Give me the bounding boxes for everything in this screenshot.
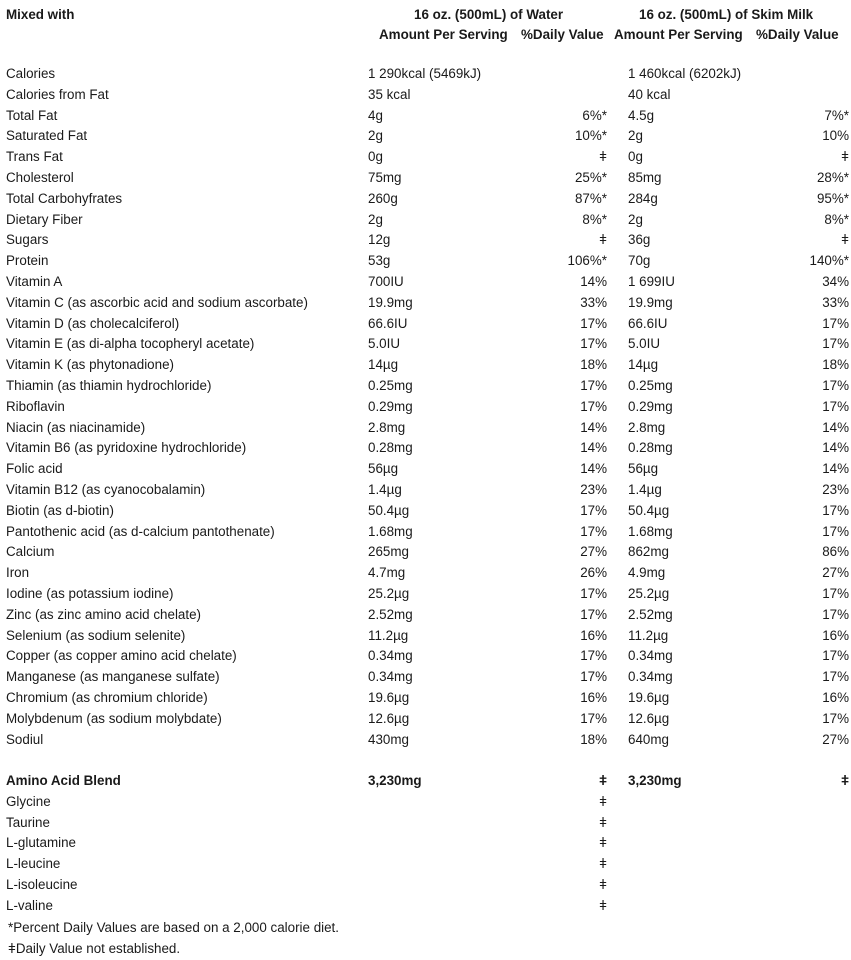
water-daily-value: 27% [580, 544, 607, 560]
water-amount: 4.7mg [368, 565, 406, 581]
water-amount: 53g [368, 253, 391, 269]
amino-acid-blend-title: Amino Acid Blend [6, 773, 121, 789]
milk-amount: 2.8mg [628, 419, 666, 435]
table-row [0, 646, 851, 667]
nutrient-name: Vitamin K (as phytonadione) [6, 357, 174, 373]
water-amount: 1.68mg [368, 523, 413, 539]
water-daily-value: 17% [580, 398, 607, 414]
water-daily-value: 87%* [574, 190, 607, 206]
milk-amount: 19.6µg [628, 689, 670, 705]
water-amount: 14µg [368, 357, 399, 373]
milk-amount: 0g [628, 149, 643, 165]
nutrient-name: Trans Fat [6, 149, 63, 165]
table-row [0, 459, 851, 480]
table-row [0, 272, 851, 293]
milk-daily-value: 14% [822, 419, 849, 435]
table-row [0, 418, 851, 439]
milk-amount: 0.34mg [628, 669, 673, 685]
milk-amount: 5.0IU [628, 336, 661, 352]
amino-water-amount: 3,230mg [368, 773, 422, 789]
milk-daily-value: 16% [822, 627, 849, 643]
milk-amount: 640mg [628, 731, 669, 747]
milk-daily-value: 17% [822, 585, 849, 601]
amino-acid-row [0, 833, 851, 854]
nutrient-name: Chromium (as chromium chloride) [6, 689, 208, 705]
water-daily-value: 25%* [574, 169, 607, 185]
milk-amount: 4.9mg [628, 565, 666, 581]
table-row [0, 334, 851, 355]
milk-daily-value: 23% [822, 481, 849, 497]
milk-amount: 0.28mg [628, 440, 673, 456]
amino-acid-name: L-valine [6, 897, 53, 913]
milk-amount: 70g [628, 253, 651, 269]
water-amount: 50.4µg [368, 502, 410, 518]
table-row [0, 355, 851, 376]
milk-daily-value: 10% [822, 128, 849, 144]
milk-amount-per-serving-header: Amount Per Serving [614, 27, 743, 42]
table-row [0, 709, 851, 730]
water-daily-value: 18% [580, 357, 607, 373]
water-amount: 430mg [368, 731, 409, 747]
water-daily-value: 17% [580, 648, 607, 664]
water-amount: 4g [368, 107, 383, 123]
milk-daily-value: 17% [822, 648, 849, 664]
water-daily-value: 17% [580, 502, 607, 518]
amino-acid-daily-value: ǂ [599, 897, 607, 913]
nutrient-name: Total Fat [6, 107, 58, 123]
amino-acid-row [0, 813, 851, 834]
nutrient-name: Calories from Fat [6, 86, 109, 102]
milk-amount: 12.6µg [628, 710, 670, 726]
water-amount: 5.0IU [368, 336, 401, 352]
milk-amount: 66.6IU [628, 315, 668, 331]
water-amount: 2.52mg [368, 606, 413, 622]
table-row [0, 314, 851, 335]
table-row [0, 293, 851, 314]
nutrient-name: Molybdenum (as sodium molybdate) [6, 710, 222, 726]
water-daily-value: 106%* [567, 253, 607, 269]
milk-amount: 862mg [628, 544, 669, 560]
milk-amount: 1 460kcal (6202kJ) [628, 66, 742, 81]
water-daily-value: ǂ [599, 232, 607, 248]
water-daily-value: 17% [580, 606, 607, 622]
milk-amount: 2g [628, 128, 643, 144]
nutrient-name: Riboflavin [6, 398, 65, 414]
table-row [0, 397, 851, 418]
table-row [0, 626, 851, 647]
nutrient-name: Vitamin B6 (as pyridoxine hydrochloride) [6, 440, 247, 456]
water-daily-value: 17% [580, 669, 607, 685]
amino-acid-daily-value: ǂ [599, 877, 607, 893]
water-daily-value: 16% [580, 627, 607, 643]
milk-daily-value: 17% [822, 606, 849, 622]
amino-acid-daily-value: ǂ [599, 835, 607, 851]
nutrient-name: Sodiul [6, 731, 44, 747]
amino-acid-name: L-glutamine [6, 835, 76, 851]
table-row [0, 584, 851, 605]
water-amount: 1 290kcal (5469kJ) [368, 66, 482, 81]
nutrient-name: Thiamin (as thiamin hydrochloride) [6, 377, 212, 393]
amino-acid-daily-value: ǂ [599, 793, 607, 809]
nutrient-name: Iron [6, 565, 30, 581]
milk-daily-value: 17% [822, 502, 849, 518]
milk-amount: 14µg [628, 357, 659, 373]
water-amount: 12g [368, 232, 391, 248]
table-row [0, 251, 851, 272]
water-amount: 66.6IU [368, 315, 408, 331]
water-amount: 1.4µg [368, 481, 402, 497]
water-column-title: 16 oz. (500mL) of Water [414, 7, 564, 22]
amino-acid-name: L-isoleucine [6, 877, 78, 893]
nutrient-name: Vitamin A [6, 273, 63, 289]
water-daily-value: ǂ [599, 149, 607, 165]
milk-daily-value: 14% [822, 440, 849, 456]
milk-daily-value: 27% [822, 731, 849, 747]
amino-milk-daily-value: ǂ [841, 773, 849, 789]
water-amount: 700IU [368, 273, 404, 289]
milk-daily-value: 18% [822, 357, 849, 373]
milk-amount: 1 699IU [628, 273, 675, 289]
table-row [0, 688, 851, 709]
milk-column-title: 16 oz. (500mL) of Skim Milk [639, 7, 814, 22]
milk-daily-value: 7%* [824, 107, 849, 123]
table-row [0, 376, 851, 397]
water-daily-value: 23% [580, 481, 607, 497]
milk-daily-value: 140%* [809, 253, 849, 269]
milk-daily-value: ǂ [841, 232, 849, 248]
amino-acid-daily-value: ǂ [599, 856, 607, 872]
table-row [0, 147, 851, 168]
table-row [0, 126, 851, 147]
milk-amount: 25.2µg [628, 585, 670, 601]
table-row [0, 605, 851, 626]
milk-amount: 85mg [628, 169, 662, 185]
water-daily-value: 14% [580, 440, 607, 456]
water-amount: 0.29mg [368, 398, 413, 414]
nutrient-name: Sugars [6, 232, 49, 248]
table-row [0, 480, 851, 501]
amino-acid-name: L-leucine [6, 856, 61, 872]
mixed-with-label: Mixed with [6, 7, 75, 22]
water-daily-value: 17% [580, 523, 607, 539]
milk-amount: 19.9mg [628, 294, 673, 310]
nutrient-name: Vitamin D (as cholecalciferol) [6, 315, 180, 331]
water-amount: 11.2µg [368, 627, 409, 643]
milk-amount: 0.25mg [628, 377, 673, 393]
percent-daily-value-footnote: *Percent Daily Values are based on a 2,000 calorie diet. [8, 920, 339, 935]
amino-water-daily-value: ǂ [599, 773, 607, 789]
water-amount: 12.6µg [368, 710, 410, 726]
water-amount: 2.8mg [368, 419, 406, 435]
milk-amount: 0.29mg [628, 398, 673, 414]
milk-amount: 1.4µg [628, 481, 662, 497]
milk-daily-value-header: %Daily Value [756, 27, 839, 42]
amino-acid-row [0, 875, 851, 896]
water-amount-per-serving-header: Amount Per Serving [379, 27, 508, 42]
milk-daily-value: 17% [822, 710, 849, 726]
milk-amount: 56µg [628, 461, 659, 477]
milk-daily-value: 17% [822, 669, 849, 685]
table-row [0, 106, 851, 127]
water-amount: 0.34mg [368, 669, 413, 685]
water-daily-value: 14% [580, 461, 607, 477]
water-daily-value: 17% [580, 377, 607, 393]
milk-daily-value: 95%* [816, 190, 849, 206]
table-row [0, 522, 851, 543]
water-amount: 19.9mg [368, 294, 413, 310]
water-daily-value: 17% [580, 336, 607, 352]
water-amount: 0g [368, 149, 383, 165]
water-amount: 2g [368, 211, 383, 227]
milk-daily-value: 33% [822, 294, 849, 310]
water-daily-value: 18% [580, 731, 607, 747]
milk-amount: 2g [628, 211, 643, 227]
nutrient-name: Iodine (as potassium iodine) [6, 585, 174, 601]
table-row [0, 501, 851, 522]
table-row [0, 168, 851, 189]
amino-acid-blend-row [0, 771, 851, 792]
nutrient-rows [0, 64, 851, 917]
milk-daily-value: 17% [822, 315, 849, 331]
nutrient-name: Selenium (as sodium selenite) [6, 627, 186, 643]
nutrient-name: Vitamin E (as di-alpha tocopheryl acetate) [6, 336, 255, 352]
nutrient-name: Folic acid [6, 461, 63, 477]
water-daily-value: 14% [580, 419, 607, 435]
water-amount: 19.6µg [368, 689, 410, 705]
table-row [0, 230, 851, 251]
table-row [0, 542, 851, 563]
nutrient-name: Total Carbohyfrates [6, 190, 123, 206]
milk-amount: 50.4µg [628, 502, 670, 518]
amino-acid-row [0, 896, 851, 917]
table-row [0, 563, 851, 584]
milk-daily-value: 27% [822, 565, 849, 581]
water-daily-value: 14% [580, 273, 607, 289]
milk-amount: 11.2µg [628, 627, 669, 643]
nutrient-name: Saturated Fat [6, 128, 88, 144]
nutrient-name: Niacin (as niacinamide) [6, 419, 146, 435]
nutrient-name: Zinc (as zinc amino acid chelate) [6, 606, 201, 622]
water-amount: 0.28mg [368, 440, 413, 456]
table-row [0, 85, 851, 106]
water-amount: 35 kcal [368, 86, 411, 102]
nutrient-name: Cholesterol [6, 169, 74, 185]
amino-acid-row [0, 792, 851, 813]
amino-acid-row [0, 854, 851, 875]
milk-amount: 2.52mg [628, 606, 673, 622]
milk-daily-value: 16% [822, 689, 849, 705]
nutrient-name: Pantothenic acid (as d-calcium pantothenate) [6, 523, 275, 539]
milk-daily-value: 28%* [816, 169, 849, 185]
milk-daily-value: 8%* [824, 211, 849, 227]
milk-daily-value: 17% [822, 336, 849, 352]
table-row [0, 64, 851, 85]
water-amount: 0.34mg [368, 648, 413, 664]
milk-daily-value: 14% [822, 461, 849, 477]
section-spacer [0, 750, 851, 771]
table-row [0, 189, 851, 210]
water-daily-value: 6%* [582, 107, 607, 123]
water-daily-value-header: %Daily Value [521, 27, 604, 42]
nutrient-name: Calories [6, 66, 56, 81]
water-daily-value: 8%* [582, 211, 607, 227]
milk-daily-value: 34% [822, 273, 849, 289]
amino-acid-name: Glycine [6, 793, 51, 809]
water-amount: 75mg [368, 169, 402, 185]
nutrient-name: Vitamin C (as ascorbic acid and sodium ascorbate) [6, 294, 308, 310]
water-amount: 56µg [368, 461, 399, 477]
water-amount: 265mg [368, 544, 409, 560]
milk-amount: 36g [628, 232, 651, 248]
nutrient-name: Biotin (as d-biotin) [6, 502, 114, 518]
amino-acid-daily-value: ǂ [599, 814, 607, 830]
water-amount: 25.2µg [368, 585, 410, 601]
nutrient-name: Protein [6, 253, 49, 269]
nutrient-name: Copper (as copper amino acid chelate) [6, 648, 237, 664]
amino-milk-amount: 3,230mg [628, 773, 682, 789]
table-row [0, 667, 851, 688]
water-daily-value: 33% [580, 294, 607, 310]
milk-daily-value: 17% [822, 377, 849, 393]
milk-amount: 1.68mg [628, 523, 673, 539]
amino-acid-name: Taurine [6, 814, 50, 830]
milk-amount: 4.5g [628, 107, 655, 123]
milk-daily-value: 17% [822, 523, 849, 539]
table-row [0, 730, 851, 751]
water-daily-value: 10%* [574, 128, 607, 144]
milk-daily-value: ǂ [841, 149, 849, 165]
milk-daily-value: 86% [822, 544, 849, 560]
not-established-footnote: ǂDaily Value not established. [8, 941, 181, 956]
water-daily-value: 17% [580, 315, 607, 331]
nutrient-name: Dietary Fiber [6, 211, 83, 227]
nutrient-name: Manganese (as manganese sulfate) [6, 669, 220, 685]
milk-amount: 0.34mg [628, 648, 673, 664]
nutrient-name: Vitamin B12 (as cyanocobalamin) [6, 481, 206, 497]
water-amount: 260g [368, 190, 398, 206]
milk-daily-value: 17% [822, 398, 849, 414]
nutrient-name: Calcium [6, 544, 55, 560]
table-row [0, 438, 851, 459]
table-row [0, 210, 851, 231]
water-amount: 2g [368, 128, 383, 144]
water-daily-value: 26% [580, 565, 607, 581]
milk-amount: 284g [628, 190, 658, 206]
water-daily-value: 17% [580, 585, 607, 601]
milk-amount: 40 kcal [628, 86, 671, 102]
water-daily-value: 16% [580, 689, 607, 705]
water-daily-value: 17% [580, 710, 607, 726]
water-amount: 0.25mg [368, 377, 413, 393]
